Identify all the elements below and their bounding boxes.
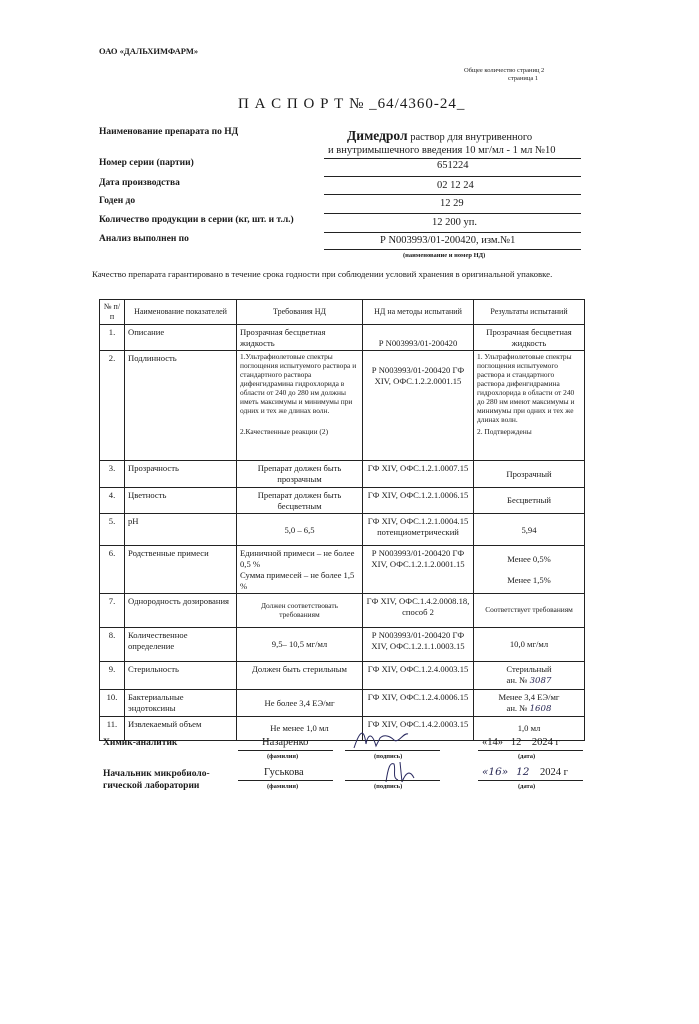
signature-date-caption: (дата) (518, 783, 536, 790)
row-result: Прозрачная бесцветная жидкость (474, 325, 585, 351)
handwritten-analysis-number: 1608 (529, 703, 552, 714)
field-underline (324, 158, 581, 159)
field-underline (324, 213, 581, 214)
row-method: ГФ XIV, ОФС.1.2.4.0003.15 (363, 662, 474, 689)
row-requirement: 5,0 – 6,5 (237, 514, 363, 546)
row-result-text-2: 2. Подтверждены (477, 427, 532, 437)
pages-total-label: Общее количество страниц 2 (464, 67, 545, 74)
table-row (100, 487, 585, 513)
row-result: 10,0 мг/мл (474, 628, 585, 662)
table-row (100, 594, 585, 628)
table-row (100, 689, 585, 716)
signature-name-micro: Гуськова (264, 767, 304, 778)
row-method: Р N003993/01-200420 ГФ XIV, ОФС.1.2.1.2.0001.15 (363, 546, 474, 594)
signature-date-micro: «16» 12 2024 г (482, 766, 568, 778)
row-requirement: Препарат должен быть бесцветным (237, 487, 363, 513)
row-method: ГФ XIV, ОФС.1.4.2.0008.18, способ 2 (363, 594, 474, 628)
row-number: 1. (100, 325, 125, 351)
row-name: Количественное определение (125, 628, 237, 662)
row-name: Бактериальные эндотоксины (125, 689, 237, 716)
row-name: pH (125, 514, 237, 546)
handwritten-analysis-number: 3087 (529, 676, 552, 687)
signature-role-micro-line1: Начальник микробиоло- (103, 769, 210, 779)
signature-underline (345, 750, 440, 751)
row-result-text-2: Менее 1,5% (507, 574, 551, 585)
table-header-row (100, 300, 585, 325)
signature-name-caption: (фамилия) (267, 783, 299, 790)
row-number: 4. (100, 487, 125, 513)
field-value-product: Димедрол раствор для внутривенного (347, 128, 533, 143)
row-requirement: Не менее 1,0 мл (237, 717, 363, 741)
signature-date-chemist: «14» 12 2024 г (482, 737, 560, 748)
table-row (100, 351, 585, 461)
row-number: 10. (100, 689, 125, 716)
signature-underline (238, 750, 333, 751)
signature-underline (238, 780, 333, 781)
row-result-analysis: ан. № 1608 (506, 702, 552, 714)
row-requirement: 9,5– 10,5 мг/мл (237, 628, 363, 662)
field-value-production-date: 02 12 24 (437, 180, 474, 191)
row-number: 7. (100, 594, 125, 628)
field-underline (324, 249, 581, 250)
table-row (100, 628, 585, 662)
signature-role-chemist: Химик-аналитик (103, 738, 178, 748)
field-underline (324, 176, 581, 177)
row-number: 9. (100, 662, 125, 689)
row-number: 3. (100, 461, 125, 487)
field-label-production-date: Дата производства (99, 178, 180, 188)
row-result-text: Менее 3,4 ЕЭ/мг (498, 691, 560, 702)
header-name: Наименование показателей (125, 300, 237, 325)
signature-sign-caption: (подпись) (374, 783, 403, 790)
signature-sign-caption: (подпись) (374, 753, 403, 760)
signature-mark-micro (380, 756, 420, 786)
row-result: Бесцветный (474, 487, 585, 513)
field-value-analysis: Р N003993/01-200420, изм.№1 (380, 235, 516, 246)
page-title: П А С П О Р Т № _64/4360-24_ (238, 96, 466, 112)
row-result-text: 1. Ультрафиолетовые спектры поглощения испытуемого раствора и стандартного раствора дифенгидрамина гидрохлорида в области от 240 до 280 нм имеют максимумы и минимумы при одних и тех же длинах волн. (477, 352, 575, 424)
row-requirement-text-2: Сумма примесей – не более 1,5 % (240, 569, 355, 591)
field-caption-analysis: (наименование и номер НД) (403, 252, 486, 259)
row-requirement: Не более 3,4 ЕЭ/мг (237, 689, 363, 716)
row-method: ГФ XIV, ОФС.1.2.1.0004.15 потенциометрический (363, 514, 474, 546)
row-name: Родственные примеси (125, 546, 237, 594)
row-method: ГФ XIV, ОФС.1.2.1.0006.15 (363, 487, 474, 513)
row-method: ГФ XIV, ОФС.1.2.4.0006.15 (363, 689, 474, 716)
table-row (100, 461, 585, 487)
table-row (100, 662, 585, 689)
row-result (474, 662, 585, 689)
signature-underline (345, 780, 440, 781)
table-row (100, 325, 585, 351)
row-result: Соответствует требованиям (474, 594, 585, 628)
signature-name-chemist: Назаренко (262, 737, 309, 748)
signature-name-caption: (фамилия) (267, 753, 299, 760)
row-name: Описание (125, 325, 237, 351)
field-label-quantity: Количество продукции в серии (кг, шт. и т.л.) (99, 215, 294, 225)
row-name: Извлекаемый объем (125, 717, 237, 741)
row-name: Подлинность (125, 351, 237, 461)
company-name: ОАО «ДАЛЬХИМФАРМ» (99, 46, 199, 56)
field-value-expiry: 12 29 (440, 198, 464, 209)
table-row (100, 514, 585, 546)
row-result: 1,0 мл (474, 717, 585, 741)
field-value-quantity: 12 200 уп. (432, 217, 477, 228)
row-number: 2. (100, 351, 125, 461)
field-label-series: Номер серии (партии) (99, 158, 194, 168)
field-underline (324, 194, 581, 195)
row-method: ГФ XIV, ОФС.1.2.1.0007.15 (363, 461, 474, 487)
signature-date-caption: (дата) (518, 753, 536, 760)
row-requirement-text: Единичной примеси – не более 0,5 % (240, 548, 355, 570)
row-result (474, 351, 585, 461)
field-label-product: Наименование препарата по НД (99, 127, 239, 137)
row-method: Р N003993/01-200420 ГФ XIV, ОФС.1.2.2.0001.15 (363, 351, 474, 461)
row-method: Р N003993/01-200420 (363, 325, 474, 351)
field-value-product-line2: и внутримышечного введения 10 мг/мл - 1 мл №10 (328, 145, 556, 156)
field-label-expiry: Годен до (99, 196, 136, 206)
header-methods: НД на методы испытаний (363, 300, 474, 325)
row-number: 5. (100, 514, 125, 546)
header-requirements: Требования НД (237, 300, 363, 325)
field-value-series: 651224 (437, 160, 469, 171)
header-number: № п/п (100, 300, 125, 325)
row-requirement: Прозрачная бесцветная жидкость (237, 325, 363, 351)
row-name: Цветность (125, 487, 237, 513)
table-row (100, 546, 585, 594)
row-number: 6. (100, 546, 125, 594)
signature-underline (478, 780, 583, 781)
row-requirement: Должен соответствовать требованиям (237, 594, 363, 628)
header-results: Результаты испытаний (474, 300, 585, 325)
row-result: Прозрачный (474, 461, 585, 487)
field-label-analysis: Анализ выполнен по (99, 234, 189, 244)
row-result (474, 689, 585, 716)
row-result (474, 546, 585, 594)
row-name: Однородность дозирования (125, 594, 237, 628)
row-name: Прозрачность (125, 461, 237, 487)
field-underline (324, 232, 581, 233)
row-result-text: Стерильный (506, 664, 552, 675)
row-requirement (237, 546, 363, 594)
row-name: Стерильность (125, 662, 237, 689)
row-number: 8. (100, 628, 125, 662)
row-method: Р N003993/01-200420 ГФ XIV, ОФС.1.2.1.1.0003.15 (363, 628, 474, 662)
page-label: страница 1 (508, 75, 539, 82)
row-result-text: Менее 0,5% (507, 554, 551, 565)
row-requirement-text-2: 2.Качественные реакции (2) (240, 426, 329, 436)
row-requirement-text: 1.Ультрафиолетовые спектры поглощения испытуемого раствора и стандартного раствора дифенгидрамина гидрохлорида в области от 240 до 280 нм должны иметь максимумы и минимумы при одних и тех же длинах волн. (240, 352, 357, 415)
row-result-analysis: ан. № 3087 (506, 675, 552, 687)
signature-underline (478, 750, 583, 751)
signature-role-micro-line2: гической лаборатории (103, 781, 200, 791)
row-requirement: Должен быть стерильным (237, 662, 363, 689)
results-table (99, 299, 585, 741)
row-result: 5,94 (474, 514, 585, 546)
row-requirement: Препарат должен быть прозрачным (237, 461, 363, 487)
guarantee-text: Качество препарата гарантировано в течение срока годности при соблюдении условий хранения в оригинальной упаковке. (92, 269, 553, 279)
row-requirement (237, 351, 363, 461)
row-number: 11. (100, 717, 125, 741)
row-method: ГФ XIV, ОФС.1.4.2.0003.15 (363, 717, 474, 741)
